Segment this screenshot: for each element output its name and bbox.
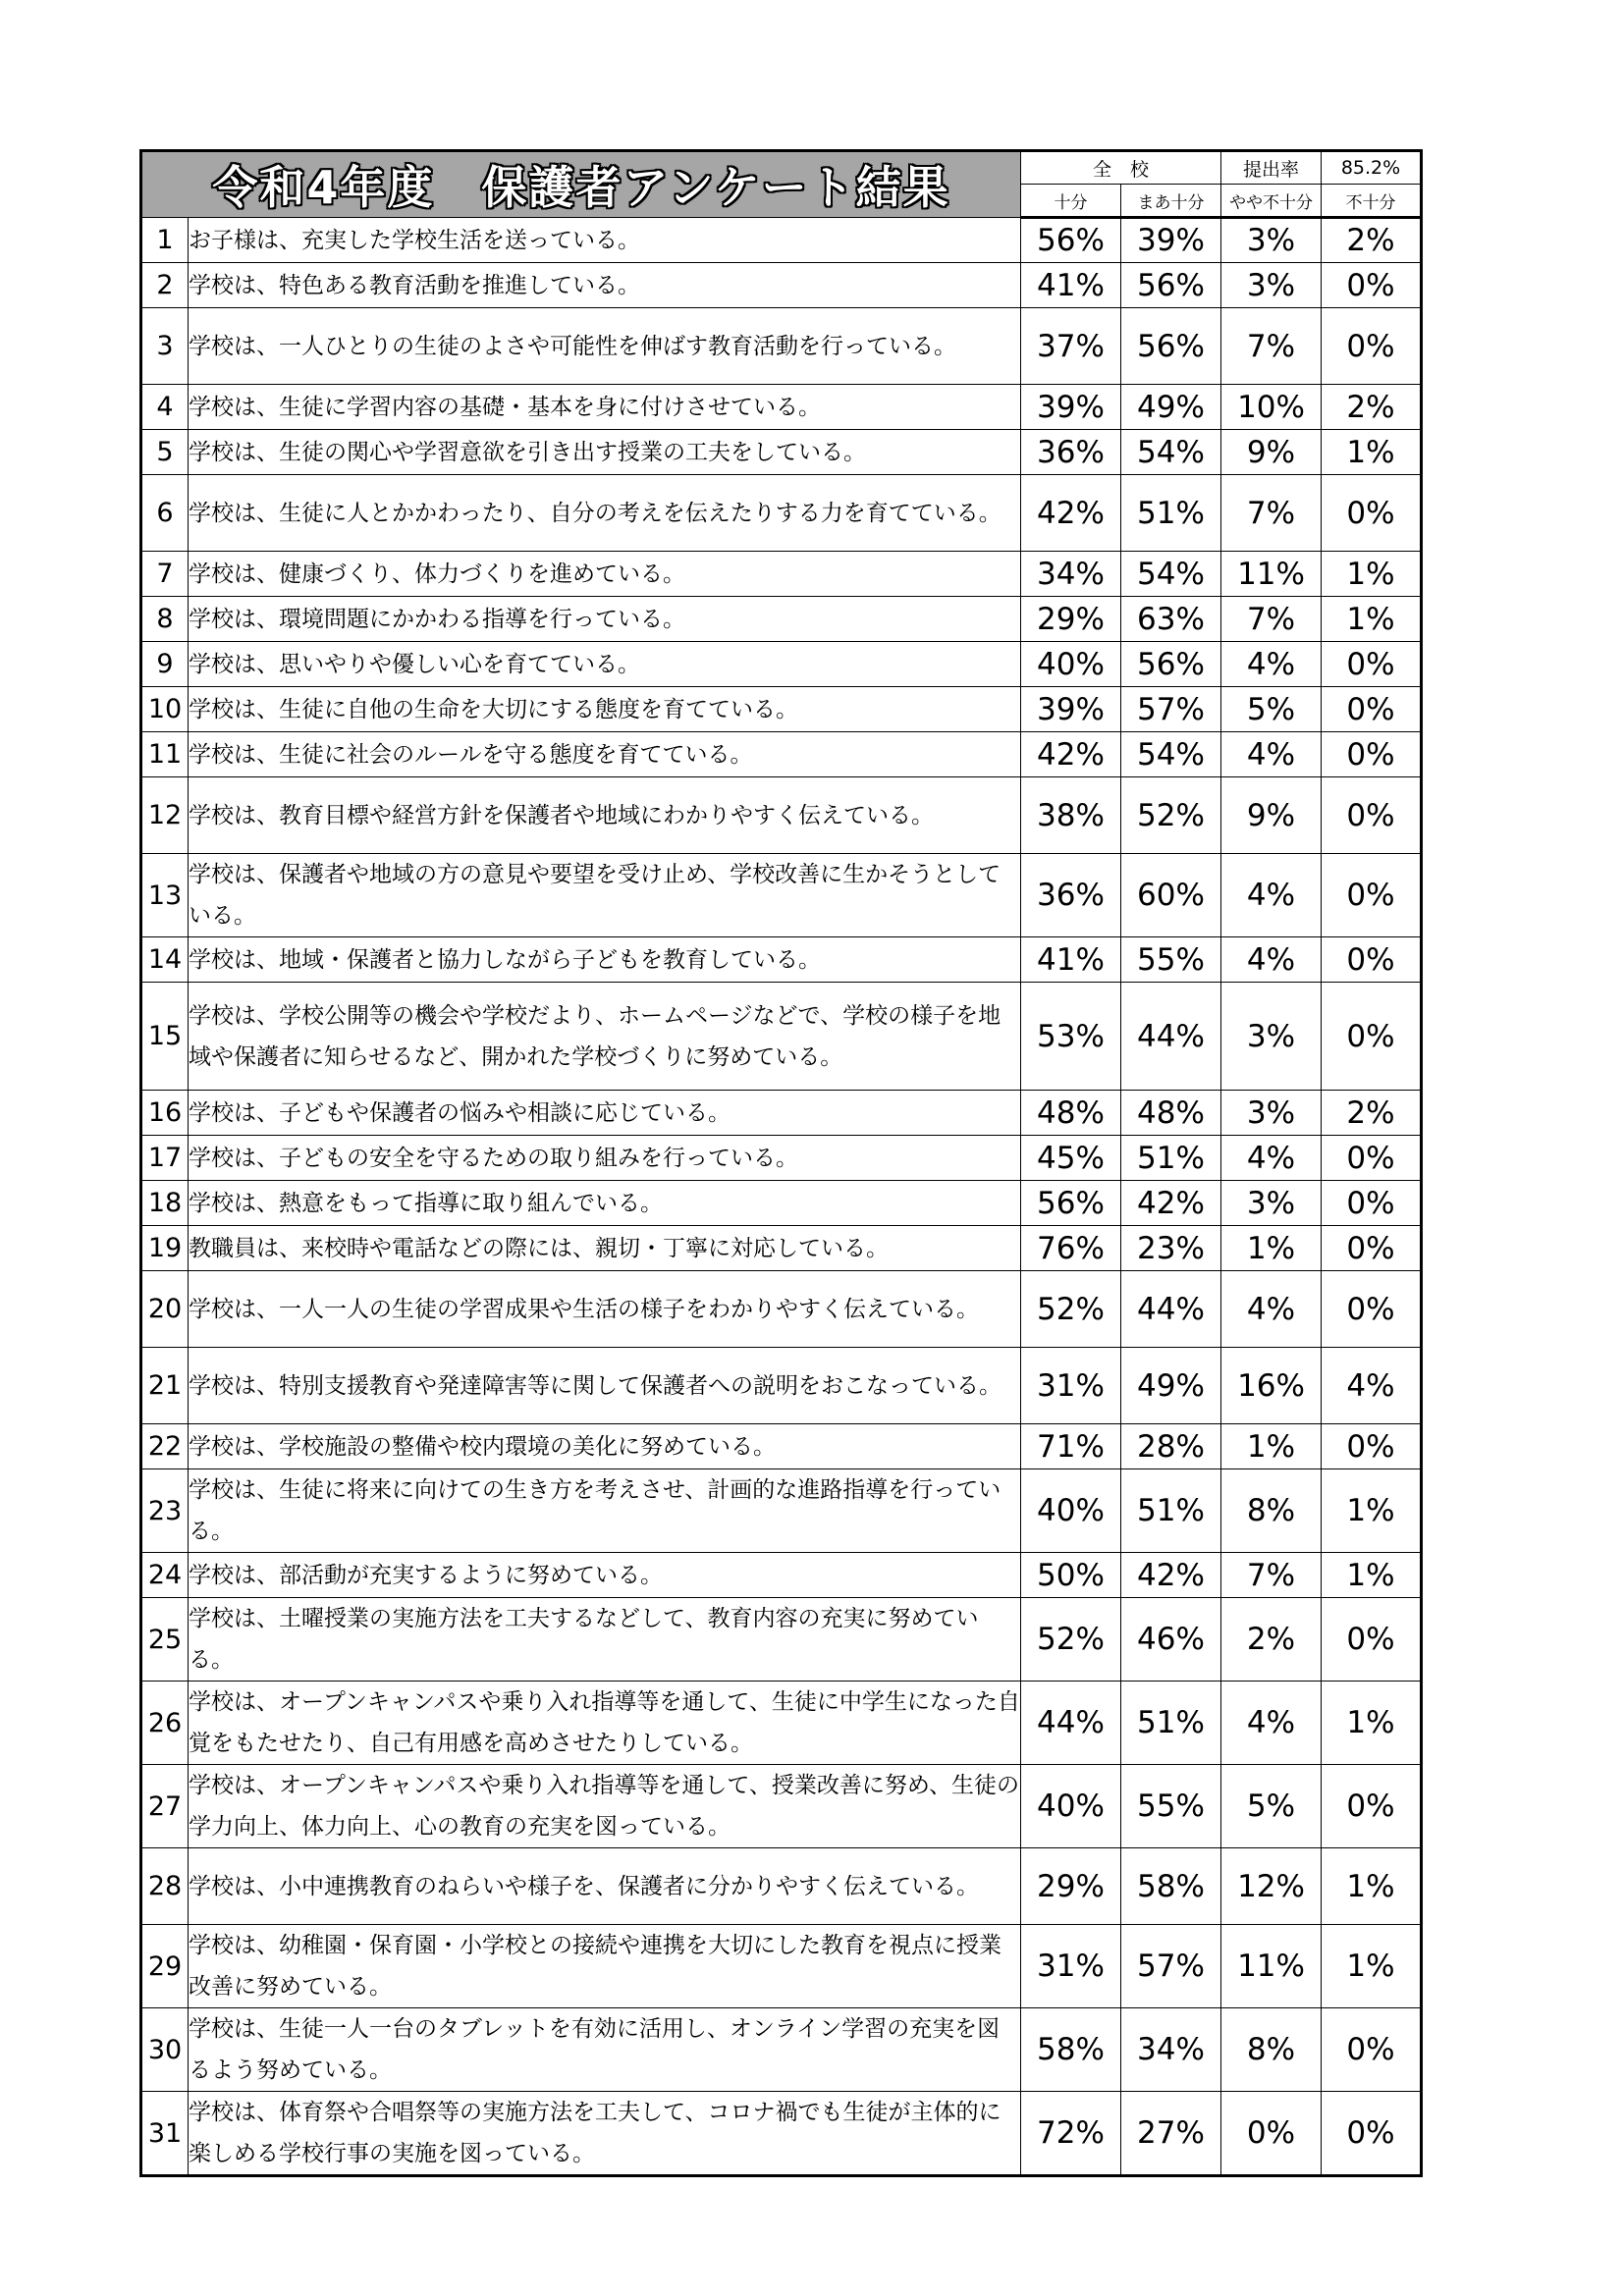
value-somewhat-insufficient: 8%	[1221, 2008, 1322, 2092]
group-label: 全 校	[1021, 151, 1221, 185]
submission-rate-label: 提出率	[1221, 151, 1322, 185]
question-number: 22	[141, 1424, 189, 1469]
value-mostly-sufficient: 42%	[1121, 1553, 1221, 1598]
value-sufficient: 42%	[1021, 475, 1121, 552]
value-mostly-sufficient: 55%	[1121, 937, 1221, 983]
value-mostly-sufficient: 51%	[1121, 1136, 1221, 1181]
question-number: 30	[141, 2008, 189, 2092]
column-header-mostly-sufficient: まあ十分	[1121, 185, 1221, 218]
table-row	[141, 1226, 1422, 1271]
question-text: 学校は、特別支援教育や発達障害等に関して保護者への説明をおこなっている。	[189, 1348, 1021, 1424]
value-somewhat-insufficient: 7%	[1221, 597, 1322, 642]
value-insufficient: 2%	[1322, 385, 1422, 430]
table-row	[141, 937, 1422, 983]
table-row	[141, 1682, 1422, 1765]
value-insufficient: 0%	[1322, 732, 1422, 777]
value-sufficient: 36%	[1021, 854, 1121, 937]
table-row	[141, 1469, 1422, 1553]
value-somewhat-insufficient: 4%	[1221, 1271, 1322, 1348]
question-number: 18	[141, 1181, 189, 1226]
value-insufficient: 0%	[1322, 475, 1422, 552]
value-mostly-sufficient: 54%	[1121, 732, 1221, 777]
question-number: 10	[141, 687, 189, 732]
table-row	[141, 1181, 1422, 1226]
table-row	[141, 1553, 1422, 1598]
question-text: 学校は、学校公開等の機会や学校だより、ホームページなどで、学校の様子を地域や保護者に知らせるなど、開かれた学校づくりに努めている。	[189, 983, 1021, 1091]
value-sufficient: 34%	[1021, 552, 1121, 597]
value-somewhat-insufficient: 4%	[1221, 642, 1322, 687]
value-mostly-sufficient: 51%	[1121, 1469, 1221, 1553]
table-row	[141, 1925, 1422, 2008]
value-sufficient: 36%	[1021, 430, 1121, 475]
value-insufficient: 0%	[1322, 777, 1422, 854]
value-sufficient: 45%	[1021, 1136, 1121, 1181]
table-row	[141, 777, 1422, 854]
table-row	[141, 475, 1422, 552]
survey-results-table	[139, 149, 1423, 2177]
question-text: 学校は、地域・保護者と協力しながら子どもを教育している。	[189, 937, 1021, 983]
value-mostly-sufficient: 60%	[1121, 854, 1221, 937]
question-number: 4	[141, 385, 189, 430]
value-somewhat-insufficient: 7%	[1221, 1553, 1322, 1598]
question-text: 学校は、保護者や地域の方の意見や要望を受け止め、学校改善に生かそうとしている。	[189, 854, 1021, 937]
question-number: 29	[141, 1925, 189, 2008]
value-sufficient: 72%	[1021, 2092, 1121, 2176]
value-somewhat-insufficient: 9%	[1221, 777, 1322, 854]
value-sufficient: 40%	[1021, 1469, 1121, 1553]
question-text: 学校は、思いやりや優しい心を育てている。	[189, 642, 1021, 687]
question-text: 学校は、オープンキャンパスや乗り入れ指導等を通して、生徒に中学生になった自覚をもたせたり、自己有用感を高めさせたりしている。	[189, 1682, 1021, 1765]
question-text: 学校は、健康づくり、体力づくりを進めている。	[189, 552, 1021, 597]
table-row	[141, 2092, 1422, 2176]
value-mostly-sufficient: 44%	[1121, 983, 1221, 1091]
table-row	[141, 732, 1422, 777]
question-text: 学校は、生徒の関心や学習意欲を引き出す授業の工夫をしている。	[189, 430, 1021, 475]
value-somewhat-insufficient: 11%	[1221, 1925, 1322, 2008]
value-somewhat-insufficient: 3%	[1221, 263, 1322, 308]
table-row	[141, 1136, 1422, 1181]
question-number: 27	[141, 1765, 189, 1848]
question-number: 2	[141, 263, 189, 308]
value-insufficient: 1%	[1322, 1469, 1422, 1553]
question-number: 19	[141, 1226, 189, 1271]
value-insufficient: 0%	[1322, 1271, 1422, 1348]
question-text: 学校は、生徒に学習内容の基礎・基本を身に付けさせている。	[189, 385, 1021, 430]
value-sufficient: 53%	[1021, 983, 1121, 1091]
question-number: 23	[141, 1469, 189, 1553]
question-number: 15	[141, 983, 189, 1091]
value-somewhat-insufficient: 3%	[1221, 1091, 1322, 1136]
value-mostly-sufficient: 51%	[1121, 475, 1221, 552]
value-sufficient: 40%	[1021, 1765, 1121, 1848]
value-insufficient: 0%	[1322, 854, 1422, 937]
question-number: 24	[141, 1553, 189, 1598]
value-mostly-sufficient: 54%	[1121, 552, 1221, 597]
question-number: 26	[141, 1682, 189, 1765]
value-sufficient: 48%	[1021, 1091, 1121, 1136]
question-text: 学校は、生徒に将来に向けての生き方を考えさせ、計画的な進路指導を行っている。	[189, 1469, 1021, 1553]
value-insufficient: 4%	[1322, 1348, 1422, 1424]
value-insufficient: 0%	[1322, 1765, 1422, 1848]
value-mostly-sufficient: 39%	[1121, 218, 1221, 263]
value-insufficient: 0%	[1322, 2008, 1422, 2092]
value-somewhat-insufficient: 0%	[1221, 2092, 1322, 2176]
question-text: 学校は、子どもや保護者の悩みや相談に応じている。	[189, 1091, 1021, 1136]
question-number: 17	[141, 1136, 189, 1181]
value-mostly-sufficient: 57%	[1121, 687, 1221, 732]
value-insufficient: 0%	[1322, 1598, 1422, 1682]
value-sufficient: 58%	[1021, 2008, 1121, 2092]
table-row	[141, 2008, 1422, 2092]
value-somewhat-insufficient: 2%	[1221, 1598, 1322, 1682]
table-row	[141, 430, 1422, 475]
value-sufficient: 31%	[1021, 1925, 1121, 2008]
value-sufficient: 31%	[1021, 1348, 1121, 1424]
value-sufficient: 76%	[1021, 1226, 1121, 1271]
column-header-insufficient: 不十分	[1322, 185, 1422, 218]
question-text: 学校は、子どもの安全を守るための取り組みを行っている。	[189, 1136, 1021, 1181]
value-insufficient: 1%	[1322, 1682, 1422, 1765]
submission-rate-value: 85.2%	[1322, 151, 1422, 185]
value-somewhat-insufficient: 5%	[1221, 687, 1322, 732]
value-mostly-sufficient: 57%	[1121, 1925, 1221, 2008]
table-row	[141, 552, 1422, 597]
table-row	[141, 983, 1422, 1091]
question-number: 28	[141, 1848, 189, 1925]
value-insufficient: 0%	[1322, 983, 1422, 1091]
value-somewhat-insufficient: 7%	[1221, 308, 1322, 385]
question-text: 学校は、幼稚園・保育園・小学校との接続や連携を大切にした教育を視点に授業改善に努めている。	[189, 1925, 1021, 2008]
question-text: 学校は、オープンキャンパスや乗り入れ指導等を通して、授業改善に努め、生徒の学力向上、体力向上、心の教育の充実を図っている。	[189, 1765, 1021, 1848]
value-mostly-sufficient: 55%	[1121, 1765, 1221, 1848]
question-number: 25	[141, 1598, 189, 1682]
value-mostly-sufficient: 46%	[1121, 1598, 1221, 1682]
value-somewhat-insufficient: 16%	[1221, 1348, 1322, 1424]
value-somewhat-insufficient: 12%	[1221, 1848, 1322, 1925]
value-mostly-sufficient: 48%	[1121, 1091, 1221, 1136]
value-mostly-sufficient: 44%	[1121, 1271, 1221, 1348]
value-insufficient: 1%	[1322, 430, 1422, 475]
table-row	[141, 1765, 1422, 1848]
value-sufficient: 39%	[1021, 687, 1121, 732]
value-insufficient: 1%	[1322, 552, 1422, 597]
column-header-sufficient: 十分	[1021, 185, 1121, 218]
question-text: 学校は、生徒に社会のルールを守る態度を育てている。	[189, 732, 1021, 777]
question-text: 学校は、環境問題にかかわる指導を行っている。	[189, 597, 1021, 642]
table-row	[141, 642, 1422, 687]
question-text: 教職員は、来校時や電話などの際には、親切・丁寧に対応している。	[189, 1226, 1021, 1271]
question-text: 学校は、教育目標や経営方針を保護者や地域にわかりやすく伝えている。	[189, 777, 1021, 854]
table-row	[141, 1424, 1422, 1469]
value-sufficient: 37%	[1021, 308, 1121, 385]
value-sufficient: 44%	[1021, 1682, 1121, 1765]
value-somewhat-insufficient: 9%	[1221, 430, 1322, 475]
value-mostly-sufficient: 56%	[1121, 263, 1221, 308]
value-sufficient: 50%	[1021, 1553, 1121, 1598]
value-sufficient: 41%	[1021, 263, 1121, 308]
question-number: 21	[141, 1348, 189, 1424]
question-number: 13	[141, 854, 189, 937]
value-somewhat-insufficient: 4%	[1221, 1136, 1322, 1181]
value-mostly-sufficient: 34%	[1121, 2008, 1221, 2092]
question-text: 学校は、一人一人の生徒の学習成果や生活の様子をわかりやすく伝えている。	[189, 1271, 1021, 1348]
question-text: 学校は、体育祭や合唱祭等の実施方法を工夫して、コロナ禍でも生徒が主体的に楽しめる学校行事の実施を図っている。	[189, 2092, 1021, 2176]
value-insufficient: 0%	[1322, 1424, 1422, 1469]
question-number: 16	[141, 1091, 189, 1136]
value-insufficient: 2%	[1322, 218, 1422, 263]
page-title: 令和4年度 保護者アンケート結果	[141, 151, 1021, 218]
value-somewhat-insufficient: 3%	[1221, 218, 1322, 263]
table-row	[141, 263, 1422, 308]
value-somewhat-insufficient: 4%	[1221, 1682, 1322, 1765]
question-number: 1	[141, 218, 189, 263]
value-insufficient: 2%	[1322, 1091, 1422, 1136]
table-row	[141, 308, 1422, 385]
value-mostly-sufficient: 54%	[1121, 430, 1221, 475]
question-text: 学校は、生徒一人一台のタブレットを有効に活用し、オンライン学習の充実を図るよう努めている。	[189, 2008, 1021, 2092]
value-insufficient: 0%	[1322, 2092, 1422, 2176]
value-insufficient: 0%	[1322, 308, 1422, 385]
value-mostly-sufficient: 27%	[1121, 2092, 1221, 2176]
value-mostly-sufficient: 49%	[1121, 1348, 1221, 1424]
question-number: 9	[141, 642, 189, 687]
value-sufficient: 52%	[1021, 1271, 1121, 1348]
value-mostly-sufficient: 23%	[1121, 1226, 1221, 1271]
value-sufficient: 56%	[1021, 1181, 1121, 1226]
table-row	[141, 854, 1422, 937]
value-somewhat-insufficient: 5%	[1221, 1765, 1322, 1848]
value-sufficient: 39%	[1021, 385, 1121, 430]
value-sufficient: 71%	[1021, 1424, 1121, 1469]
question-text: 学校は、部活動が充実するように努めている。	[189, 1553, 1021, 1598]
question-number: 20	[141, 1271, 189, 1348]
value-mostly-sufficient: 56%	[1121, 308, 1221, 385]
value-mostly-sufficient: 56%	[1121, 642, 1221, 687]
question-text: 学校は、小中連携教育のねらいや様子を、保護者に分かりやすく伝えている。	[189, 1848, 1021, 1925]
question-number: 31	[141, 2092, 189, 2176]
column-header-somewhat-insufficient: やや不十分	[1221, 185, 1322, 218]
value-somewhat-insufficient: 10%	[1221, 385, 1322, 430]
value-mostly-sufficient: 49%	[1121, 385, 1221, 430]
value-somewhat-insufficient: 1%	[1221, 1226, 1322, 1271]
value-somewhat-insufficient: 3%	[1221, 1181, 1322, 1226]
value-sufficient: 41%	[1021, 937, 1121, 983]
value-somewhat-insufficient: 4%	[1221, 732, 1322, 777]
question-number: 11	[141, 732, 189, 777]
value-insufficient: 1%	[1322, 1925, 1422, 2008]
question-text: 学校は、土曜授業の実施方法を工夫するなどして、教育内容の充実に努めている。	[189, 1598, 1021, 1682]
question-number: 8	[141, 597, 189, 642]
table-row	[141, 385, 1422, 430]
value-mostly-sufficient: 63%	[1121, 597, 1221, 642]
question-text: 学校は、学校施設の整備や校内環境の美化に努めている。	[189, 1424, 1021, 1469]
value-insufficient: 0%	[1322, 642, 1422, 687]
value-mostly-sufficient: 52%	[1121, 777, 1221, 854]
table-row	[141, 1091, 1422, 1136]
value-somewhat-insufficient: 4%	[1221, 854, 1322, 937]
question-text: お子様は、充実した学校生活を送っている。	[189, 218, 1021, 263]
value-somewhat-insufficient: 4%	[1221, 937, 1322, 983]
question-number: 14	[141, 937, 189, 983]
table-row	[141, 1598, 1422, 1682]
value-somewhat-insufficient: 8%	[1221, 1469, 1322, 1553]
value-somewhat-insufficient: 7%	[1221, 475, 1322, 552]
value-mostly-sufficient: 42%	[1121, 1181, 1221, 1226]
question-number: 7	[141, 552, 189, 597]
table-row	[141, 597, 1422, 642]
value-insufficient: 1%	[1322, 597, 1422, 642]
value-insufficient: 0%	[1322, 1136, 1422, 1181]
question-number: 5	[141, 430, 189, 475]
question-number: 6	[141, 475, 189, 552]
value-sufficient: 56%	[1021, 218, 1121, 263]
value-sufficient: 29%	[1021, 1848, 1121, 1925]
table-row	[141, 218, 1422, 263]
question-text: 学校は、熱意をもって指導に取り組んでいる。	[189, 1181, 1021, 1226]
value-mostly-sufficient: 51%	[1121, 1682, 1221, 1765]
value-insufficient: 0%	[1322, 1181, 1422, 1226]
value-somewhat-insufficient: 1%	[1221, 1424, 1322, 1469]
question-number: 12	[141, 777, 189, 854]
value-insufficient: 1%	[1322, 1848, 1422, 1925]
table-row	[141, 1271, 1422, 1348]
question-text: 学校は、生徒に自他の生命を大切にする態度を育てている。	[189, 687, 1021, 732]
table-row	[141, 687, 1422, 732]
question-number: 3	[141, 308, 189, 385]
value-insufficient: 0%	[1322, 937, 1422, 983]
value-sufficient: 52%	[1021, 1598, 1121, 1682]
question-text: 学校は、生徒に人とかかわったり、自分の考えを伝えたりする力を育てている。	[189, 475, 1021, 552]
value-sufficient: 40%	[1021, 642, 1121, 687]
value-somewhat-insufficient: 3%	[1221, 983, 1322, 1091]
value-insufficient: 0%	[1322, 263, 1422, 308]
question-text: 学校は、特色ある教育活動を推進している。	[189, 263, 1021, 308]
value-insufficient: 1%	[1322, 1553, 1422, 1598]
question-text: 学校は、一人ひとりの生徒のよさや可能性を伸ばす教育活動を行っている。	[189, 308, 1021, 385]
value-mostly-sufficient: 58%	[1121, 1848, 1221, 1925]
table-row	[141, 1848, 1422, 1925]
value-insufficient: 0%	[1322, 1226, 1422, 1271]
value-sufficient: 38%	[1021, 777, 1121, 854]
value-insufficient: 0%	[1322, 687, 1422, 732]
value-mostly-sufficient: 28%	[1121, 1424, 1221, 1469]
value-sufficient: 29%	[1021, 597, 1121, 642]
value-sufficient: 42%	[1021, 732, 1121, 777]
table-row	[141, 1348, 1422, 1424]
value-somewhat-insufficient: 11%	[1221, 552, 1322, 597]
